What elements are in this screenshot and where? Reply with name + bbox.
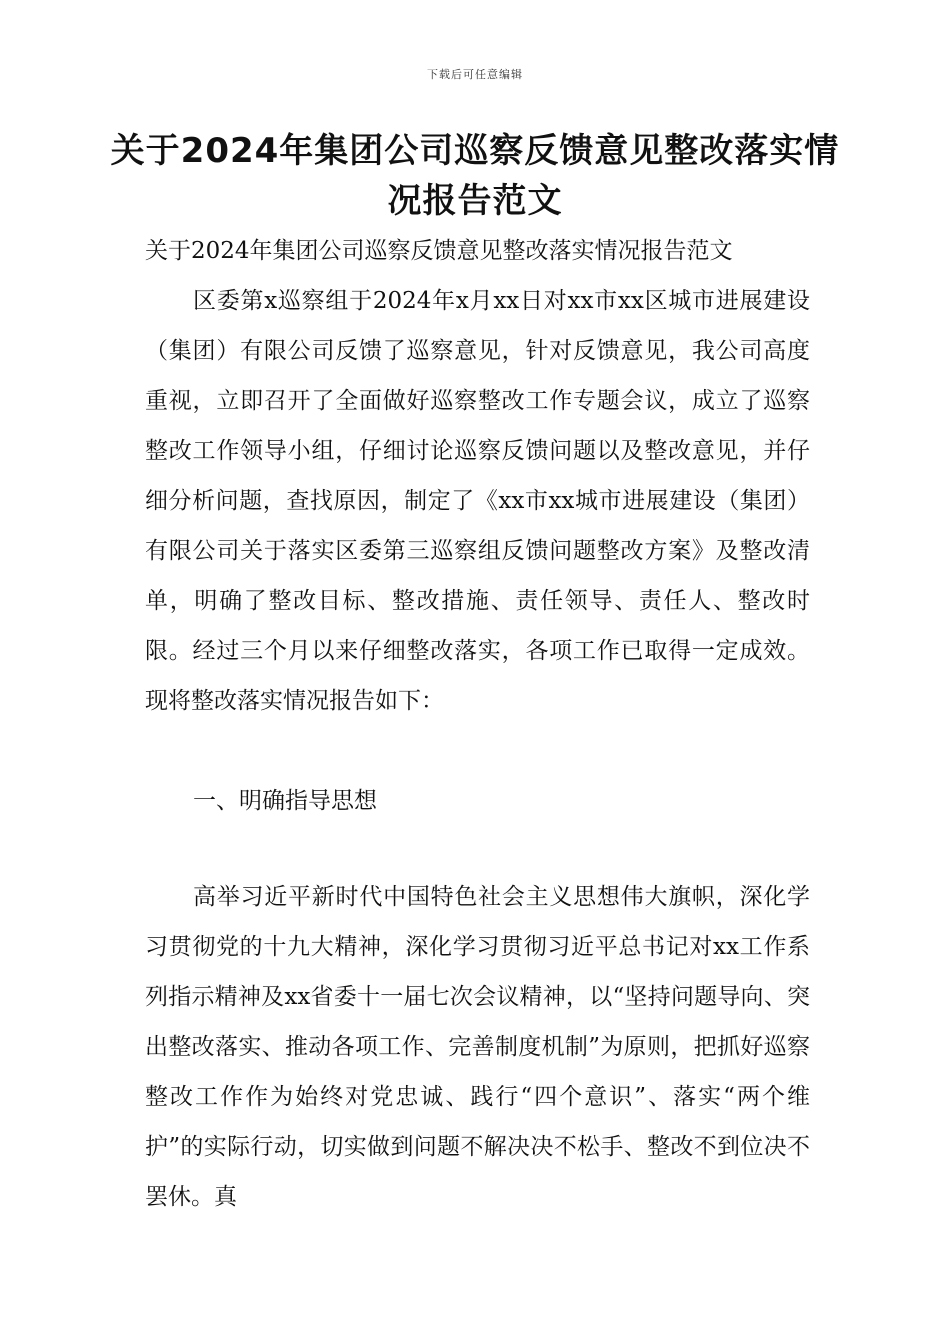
guiding-thought-paragraph-text: 高举习近平新时代中国特色社会主义思想伟大旗帜，深化学习贯彻党的十九大精神，深化学习贯彻习近平总书记对xx工作系列指示精神及xx省委十一届七次会议精神，以“坚持问题导向、突出整改落实、推动各项工作、完善制度机制”为原则，把抓好巡察整改工作作为始终对党忠诚、践行“四个意识”、落实“两个维护”的实际行动，切实做到问题不解决决不松手、整改不到位决不罢休。真 [145,884,810,1210]
guiding-thought-paragraph [145,872,810,1222]
document-title: 关于2024年集团公司巡察反馈意见整改落实情况报告范文 [110,131,840,221]
intro-paragraph [145,276,810,726]
intro-paragraph-text: 区委第x巡察组于2024年x月xx日对xx市xx区城市进展建设（集团）有限公司反馈了巡察意见，针对反馈意见，我公司高度重视，立即召开了全面做好巡察整改工作专题会议，成立了巡察整改工作领导小组，仔细讨论巡察反馈问题以及整改意见，并仔细分析问题，查找原因，制定了《xx市xx城市进展建设（集团）有限公司关于落实区委第三巡察组反馈问题整改方案》及整改清单，明确了整改目标、整改措施、责任领导、责任人、整改时限。经过三个月以来仔细整改落实，各项工作已取得一定成效。现将整改落实情况报告如下： [145,288,810,714]
download-note: 下载后可任意编辑 [427,68,523,81]
section-heading [145,776,810,826]
document-subtitle [145,226,810,276]
section-heading-text: 一、明确指导思想 [193,788,377,814]
subtitle-text: 关于2024年集团公司巡察反馈意见整改落实情况报告范文 [145,238,733,264]
